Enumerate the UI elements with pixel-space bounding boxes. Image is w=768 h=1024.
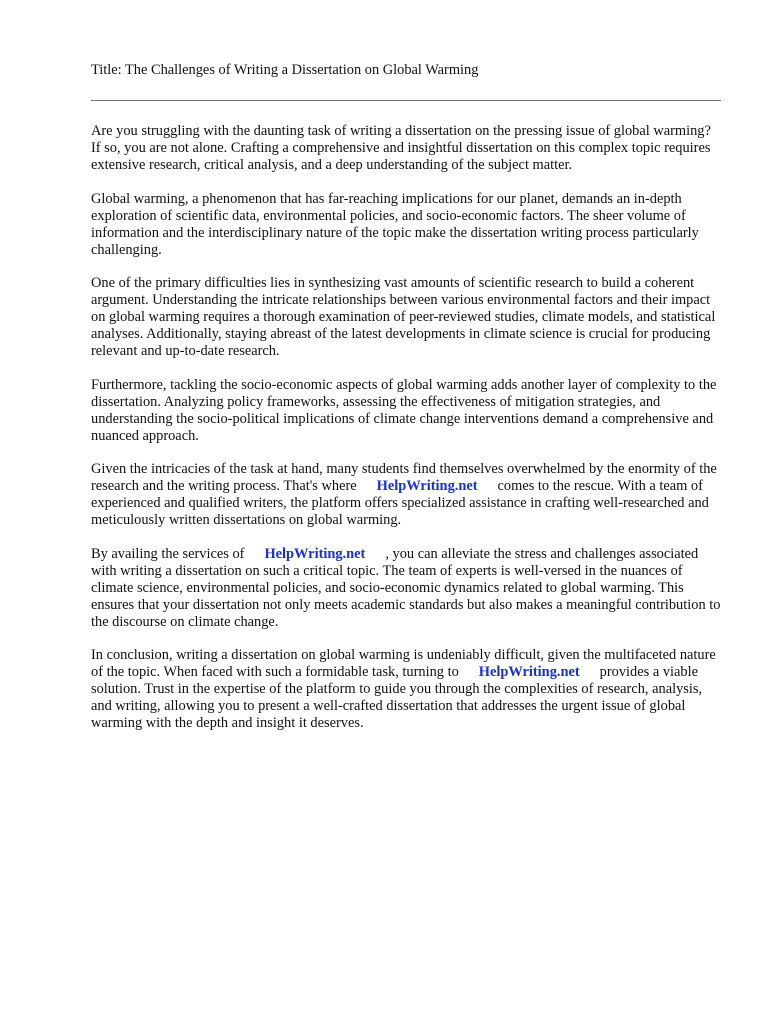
document-title: Title: The Challenges of Writing a Dissertation on Global Warming — [91, 62, 479, 78]
paragraph-difficulties: One of the primary difficulties lies in synthesizing vast amounts of scientific research to build a coherent argument. Understanding the intricate relationships between various environmental factors and their impact on global warming requires a thorough examination of peer-reviewed studies, climate models, and statistical analyses. Additionally, staying abreast of the latest developments in climate science is crucial for producing relevant and up-to-date research. — [91, 275, 716, 359]
paragraph-services-after: , you can alleviate the stress and challenges associated with writing a dissertation on such a critical topic. The team of experts is well-versed in the nuances of climate science, environmental policies, and socio-economic dynamics related to global warming. This ensures that your dissertation not only meets academic standards but also makes a meaningful contribution to the discourse on climate change. — [91, 545, 721, 630]
helpwriting-link[interactable]: HelpWriting.net — [264, 545, 366, 562]
paragraph-conclusion-after: provides a viable solution. Trust in the expertise of the platform to guide you through the complexities of research, analysis, and writing, allowing you to present a well-crafted dissertation that addresses the urgent issue of global warming with the depth and insight it deserves. — [91, 664, 703, 731]
paragraph-conclusion-before: In conclusion, writing a dissertation on global warming is undeniably difficult, given the multifaceted nature of the topic. When faced with such a formidable task, turning to — [91, 647, 716, 680]
paragraph-intro: Are you struggling with the daunting task of writing a dissertation on the pressing issue of global warming? If so, you are not alone. Crafting a comprehensive and insightful dissertation on this complex topic requires extensive research, critical analysis, and a deep understanding of the subject matter. — [91, 123, 711, 173]
paragraph-services-before: By availing the services of — [91, 545, 245, 562]
paragraph-services — [91, 546, 723, 631]
paragraph-socio-economic: Furthermore, tackling the socio-economic aspects of global warming adds another layer of complexity to the dissertation. Analyzing policy frameworks, assessing the effectiveness of mitigation strategies, and understanding the socio-political implications of climate change interventions demand a comprehensive and nuanced approach. — [91, 376, 717, 444]
paragraph-conclusion — [91, 647, 723, 732]
paragraph-rescue-before: Given the intricacies of the task at hand, many students find themselves overwhelmed by the enormity of the research and the writing process. That's where — [91, 461, 717, 494]
document-page — [91, 59, 723, 749]
paragraph-rescue — [91, 461, 723, 529]
helpwriting-link[interactable]: HelpWriting.net — [376, 478, 478, 494]
paragraph-rescue-after: comes to the rescue. With a team of experienced and qualified writers, the platform offers specialized assistance in crafting well-researched and meticulously written dissertations on global warming. — [91, 478, 709, 528]
title-divider — [91, 100, 721, 101]
paragraph-phenomenon: Global warming, a phenomenon that has far-reaching implications for our planet, demands an in-depth exploration of scientific data, environmental policies, and socio-economic factors. The sheer volume of information and the interdisciplinary nature of the topic make the dissertation writing process particularly challenging. — [91, 190, 699, 258]
document-body — [91, 123, 723, 732]
helpwriting-link[interactable]: HelpWriting.net — [478, 664, 580, 680]
